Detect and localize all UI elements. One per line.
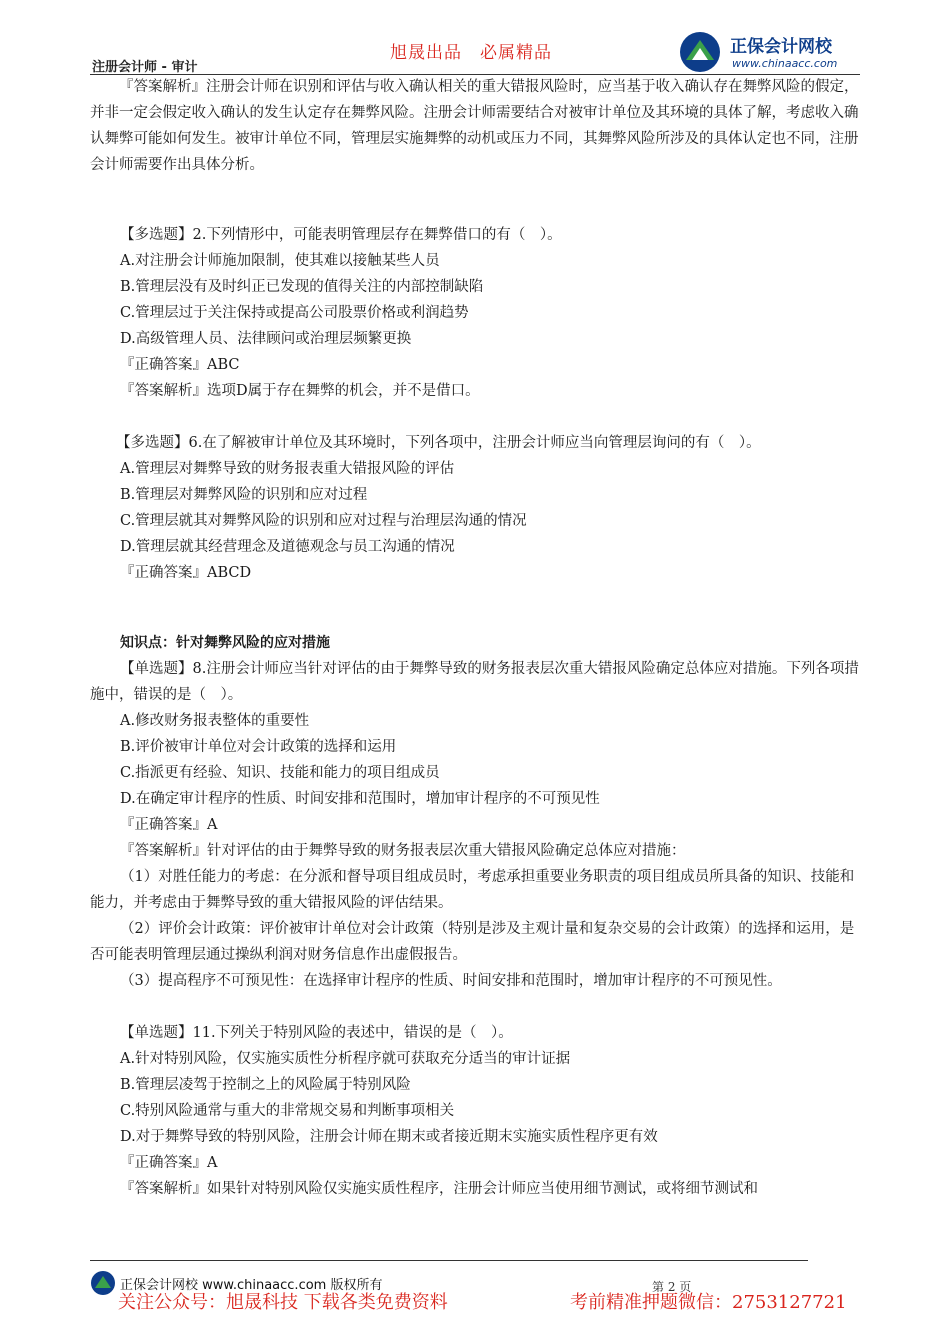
- footer-divider: [90, 1260, 808, 1261]
- header-slogan: 旭晟出品 必属精品: [390, 43, 552, 63]
- logo-url: www.chinaacc.com: [732, 57, 838, 70]
- analysis-point-1: （1）对胜任能力的考虑：在分派和督导项目组成员时，考虑承担重要业务职责的项目组成员所具备的知识、技能和能力，并考虑由于舞弊导致的重大错报风险的评估结果。: [90, 869, 855, 911]
- question-2-stem: 【多选题】2.下列情形中，可能表明管理层存在舞弊借口的有（ ）。: [120, 227, 562, 243]
- question-8-option-c: C.指派更有经验、知识、技能和能力的项目组成员: [120, 765, 440, 781]
- spacer: [90, 994, 862, 1020]
- question-8-option-d: D.在确定审计程序的性质、时间安排和范围时，增加审计程序的不可预见性: [120, 791, 600, 807]
- analysis-point-2: （2）评价会计政策：评价被审计单位对会计政策（特别是涉及主观计量和复杂交易的会计政策）的选择和运用，是否可能表明管理层通过操纵利润对财务信息作出虚假报告。: [90, 921, 855, 963]
- header-subject: 注册会计师 - 审计: [92, 60, 198, 75]
- question-6-answer: 『正确答案』ABCD: [120, 565, 252, 581]
- footer-copyright: 正保会计网校 www.chinaacc.com 版权所有: [120, 1278, 383, 1293]
- spacer: [90, 178, 862, 222]
- promo-wechat-id: 考前精准押题微信：2753127721: [570, 1292, 847, 1313]
- question-8-analysis: 『答案解析』针对评估的由于舞弊导致的财务报表层次重大错报风险确定总体应对措施：: [120, 843, 686, 859]
- promo-wechat-account: 关注公众号：旭晟科技 下载各类免费资料: [118, 1292, 448, 1313]
- question-6-option-d: D.管理层就其经营理念及道德观念与员工沟通的情况: [120, 539, 455, 555]
- question-2-option-a: A.对注册会计师施加限制，使其难以接触某些人员: [120, 253, 440, 269]
- question-2-answer: 『正确答案』ABC: [120, 357, 240, 373]
- question-11-answer: 『正确答案』A: [120, 1155, 218, 1171]
- knowledge-point-heading: 知识点：针对舞弊风险的应对措施: [120, 635, 330, 651]
- question-2-analysis: 『答案解析』选项D属于存在舞弊的机会，并不是借口。: [120, 383, 480, 399]
- question-8-option-a: A.修改财务报表整体的重要性: [120, 713, 310, 729]
- page-number: 第 2 页: [652, 1280, 692, 1294]
- question-2-option-d: D.高级管理人员、法律顾问或治理层频繁更换: [120, 331, 412, 347]
- question-11-option-d: D.对于舞弊导致的特别风险，注册会计师在期末或者接近期末实施实质性程序更有效: [120, 1129, 658, 1145]
- question-11-option-b: B.管理层凌驾于控制之上的风险属于特别风险: [120, 1077, 411, 1093]
- question-11-stem: 【单选题】11.下列关于特别风险的表述中，错误的是（ ）。: [120, 1025, 513, 1041]
- question-8-option-b: B.评价被审计单位对会计政策的选择和运用: [120, 739, 397, 755]
- logo-name: 正保会计网校: [730, 37, 832, 57]
- question-6-option-c: C.管理层就其对舞弊风险的识别和应对过程与治理层沟通的情况: [120, 513, 527, 529]
- question-8-answer: 『正确答案』A: [120, 817, 218, 833]
- logo-emblem-icon: [678, 30, 722, 74]
- analysis-point-3: （3）提高程序不可预见性：在选择审计程序的性质、时间安排和范围时，增加审计程序的不可预见性。: [120, 973, 782, 989]
- question-11-option-c: C.特别风险通常与重大的非常规交易和判断事项相关: [120, 1103, 455, 1119]
- question-8-stem: 【单选题】8.注册会计师应当针对评估的由于舞弊导致的财务报表层次重大错报风险确定总体应对措施。下列各项措施中，错误的是（ ）。: [90, 661, 859, 703]
- question-11-option-a: A.针对特别风险，仅实施实质性分析程序就可获取充分适当的审计证据: [120, 1051, 571, 1067]
- analysis-paragraph-q1: 『答案解析』注册会计师在识别和评估与收入确认相关的重大错报风险时，应当基于收入确认存在舞弊风险的假定，并非一定会假定收入确认的发生认定存在舞弊风险。注册会计师需要结合对被审计单位及其环境的具体了解，考虑收入确认舞弊可能如何发生。被审计单位不同，管理层实施舞弊的动机或压力不同，其舞弊风险所涉及的具体认定也不同，注册会计师需要作出具体分析。: [90, 79, 859, 173]
- question-2-option-b: B.管理层没有及时纠正已发现的值得关注的内部控制缺陷: [120, 279, 484, 295]
- question-11-analysis: 『答案解析』如果针对特别风险仅实施实质性程序，注册会计师应当使用细节测试，或将细节测试和: [120, 1181, 758, 1197]
- footer-logo-icon: [90, 1270, 116, 1296]
- question-6-option-b: B.管理层对舞弊风险的识别和应对过程: [120, 487, 368, 503]
- question-6-option-a: A.管理层对舞弊导致的财务报表重大错报风险的评估: [120, 461, 455, 477]
- chinaacc-logo: [678, 30, 868, 74]
- question-2-option-c: C.管理层过于关注保持或提高公司股票价格或利润趋势: [120, 305, 469, 321]
- spacer: [90, 404, 862, 430]
- document-body: [90, 74, 862, 1202]
- question-6-stem: 【多选题】6.在了解被审计单位及其环境时，下列各项中，注册会计师应当向管理层询问的有（ ）。: [116, 435, 761, 451]
- spacer: [90, 586, 862, 630]
